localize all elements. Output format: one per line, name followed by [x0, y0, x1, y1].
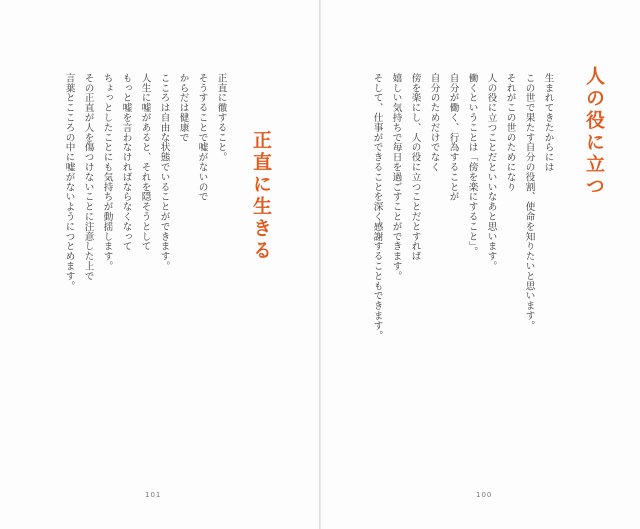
right-body-line: 人の役に立つことだといいなあと思います。: [485, 73, 497, 271]
left-body-line: 人生に嘘があると、それを隠そうとして: [139, 73, 151, 252]
page-number: 101: [145, 491, 162, 499]
right-body-line: それがこの世のためになり: [504, 73, 516, 192]
right-body-line: 嬉しい気持ちで毎日を過ごすことができます。: [390, 73, 402, 281]
left-body-line: からだは健康で: [177, 73, 189, 143]
left-page-title: 正直に生きる: [250, 130, 272, 262]
left-body-line: もっと嘘を言わなければならなくなって: [120, 73, 132, 252]
right-body-line: 生まれてきたからには: [542, 73, 554, 172]
right-body-line: 働くということは「傍を楽にすること」。: [466, 73, 478, 257]
right-body-line: 自分のためだけでなく: [428, 73, 440, 172]
left-page: [0, 0, 319, 529]
left-body-line: 正直に徹すること。: [215, 73, 227, 163]
left-body-line: ちょっとしたことにも気持ちが動揺します。: [101, 73, 113, 271]
right-body-line: 傍を楽にし、人の役に立つことだとすれば: [409, 73, 421, 262]
left-body-line: そうすることで嘘がないので: [196, 73, 208, 202]
right-body-line: 自分が働く、行為することが: [447, 73, 459, 202]
left-body-line: こころは自由な状態でいることができます。: [158, 73, 170, 271]
left-body-line: その正直が人を傷つけないことに注意した上で: [82, 73, 94, 281]
right-page: [321, 0, 640, 529]
page-number: 100: [476, 491, 493, 499]
right-page-title: 人の役に立つ: [583, 66, 605, 198]
left-body-line: 言葉とこころの中に嘘がないようにつとめます。: [63, 73, 75, 291]
right-body-line: そして、仕事ができることを深く感謝することもできます。: [371, 73, 383, 341]
right-body-line: この世で果たす自分の役割、使命を知りたいと思います。: [523, 73, 535, 331]
